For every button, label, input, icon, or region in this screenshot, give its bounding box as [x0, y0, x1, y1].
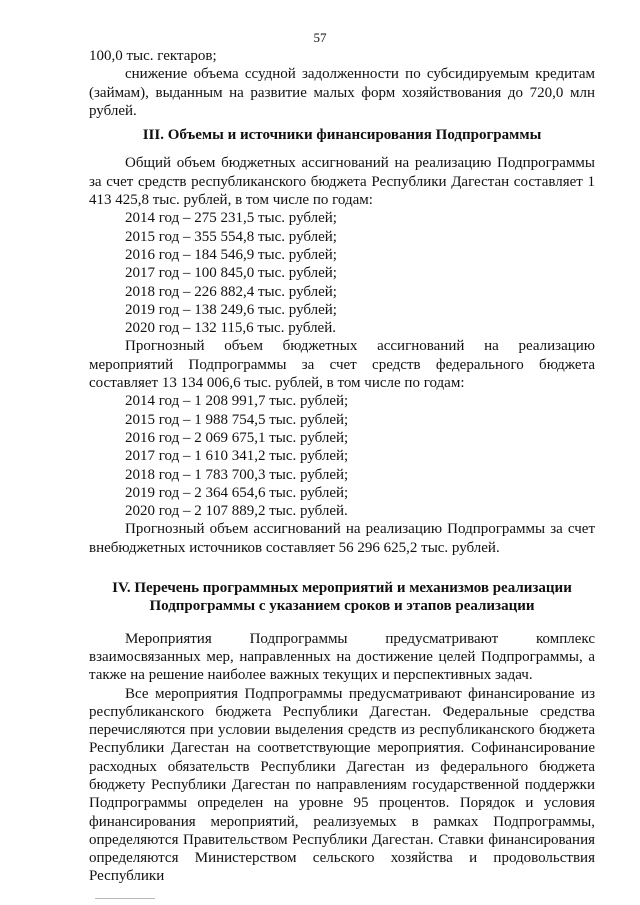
section-3-heading: III. Объемы и источники финансирования Подпрограммы — [142, 127, 542, 144]
list-item: 2018 год – 1 783 700,3 тыс. рублей; — [125, 466, 349, 483]
regional-budget-paragraph: Общий объем бюджетных ассигнований на реализацию Подпрограммы за счет средств республиканского бюджета Республики Дагестан составляет 1 413 425,8 тыс. рублей, в том числе по годам: — [89, 155, 595, 209]
footer-rule — [95, 898, 155, 899]
financing-paragraph: Все мероприятия Подпрограммы предусматривают финансирование из республиканского бюджета Республики Дагестан. Федеральные средства перечисляются при условии выделения средств из республиканского бюджета Республики Дагестан на соответствующие мероприятия. Софинансирование расходных обязательств Республики Дагестан из федерального бюджета бюджету Республики Дагестан по направлениям государственной поддержки Подпрограммы определен на уровне 95 процентов. Порядок и условия финансирования мероприятий, реализуемых в рамках Подпрограммы, определяются Правительством Республики Дагестан. Ставки финансирования определяются Министерством сельского хозяйства и продовольствия Республики — [89, 685, 595, 885]
regional-years-list — [89, 209, 595, 337]
list-item: 2018 год – 226 882,4 тыс. рублей; — [125, 283, 337, 300]
list-item: 2015 год – 1 988 754,5 тыс. рублей; — [125, 411, 349, 428]
list-item: 2015 год – 355 554,8 тыс. рублей; — [125, 228, 337, 245]
list-item: 2017 год – 1 610 341,2 тыс. рублей; — [125, 448, 349, 465]
intro-line: 100,0 тыс. гектаров; — [89, 48, 217, 64]
measures-paragraph: Мероприятия Подпрограммы предусматривают комплекс взаимосвязанных мер, направленных на достижение целей Подпрограммы, а также на решение наиболее важных текущих и перспективных задач. — [89, 630, 595, 684]
list-item: 2016 год – 184 546,9 тыс. рублей; — [125, 246, 337, 263]
list-item: 2016 год – 2 069 675,1 тыс. рублей; — [125, 429, 349, 446]
intro-paragraph: снижение объема ссудной задолженности по субсидируемым кредитам (займам), выданным на развитие малых форм хозяйствования до 720,0 млн рублей. — [89, 66, 595, 119]
list-item: 2020 год – 2 107 889,2 тыс. рублей. — [125, 503, 348, 520]
page-number: 57 — [313, 30, 327, 45]
list-item: 2019 год – 2 364 654,6 тыс. рублей; — [125, 484, 349, 501]
page-content — [89, 47, 595, 886]
federal-years-list — [89, 392, 595, 520]
list-item: 2014 год – 275 231,5 тыс. рублей; — [125, 210, 337, 227]
extrabudgetary-paragraph: Прогнозный объем ассигнований на реализацию Подпрограммы за счет внебюджетных источников составляет 56 296 625,2 тыс. рублей. — [89, 521, 595, 556]
list-item: 2020 год – 132 115,6 тыс. рублей. — [125, 320, 336, 337]
section-4-heading — [89, 579, 595, 616]
list-item: 2014 год – 1 208 991,7 тыс. рублей; — [125, 393, 349, 410]
section-4-heading-line-1: IV. Перечень программных мероприятий и механизмов реализации — [112, 580, 572, 597]
list-item: 2019 год – 138 249,6 тыс. рублей; — [125, 301, 337, 318]
list-item: 2017 год – 100 845,0 тыс. рублей; — [125, 265, 337, 282]
federal-budget-paragraph: Прогнозный объем бюджетных ассигнований на реализацию мероприятий Подпрограммы за счет средств федерального бюджета составляет 13 134 006,6 тыс. рублей, в том числе по годам: — [89, 338, 595, 392]
section-4-heading-line-2: Подпрограммы с указанием сроков и этапов реализации — [149, 598, 535, 615]
